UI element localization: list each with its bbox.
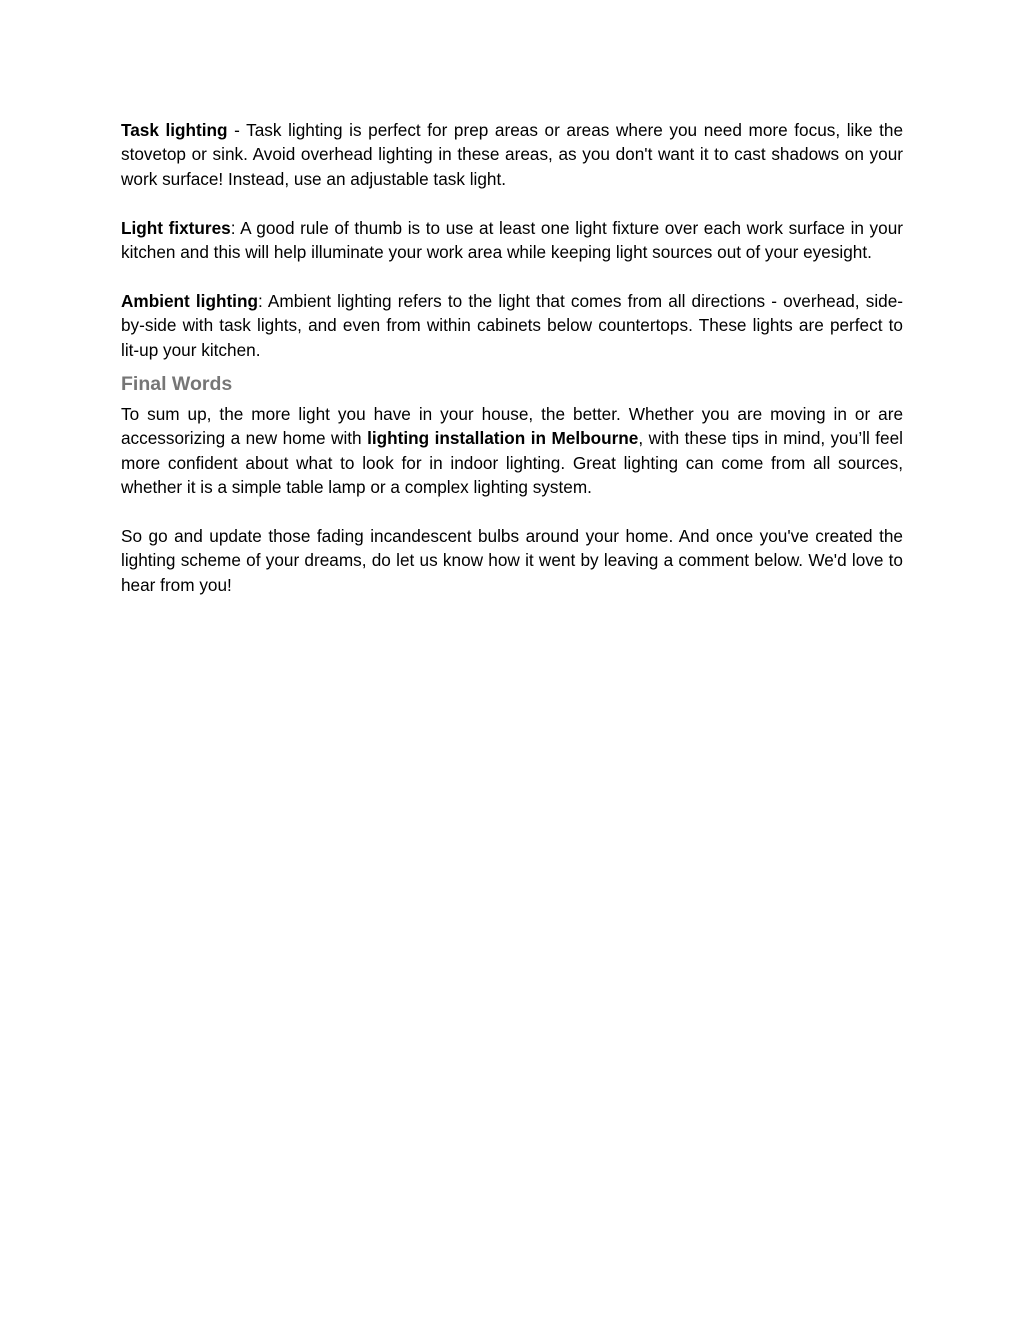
summary-text-end: , with these tips in mind, you’ll feel more confident about what to look for in indoor lighting. Great lighting can come from all sources, whether it is a simple table lamp or a complex lighting system. <box>121 428 903 498</box>
task-lighting-paragraph <box>121 118 903 191</box>
ambient-lighting-text: : Ambient lighting refers to the light that comes from all directions - overhead, side-by-side with task lights, and even from within cabinets below countertops. These lights are perfect to lit-up your kitchen. <box>121 290 903 360</box>
closing-paragraph: So go and update those fading incandescent bulbs around your home. And once you've created the lighting scheme of your dreams, do let us know how it went by leaving a comment below. We'd love to hear from you! <box>121 526 903 595</box>
final-words-heading: Final Words <box>121 373 233 396</box>
task-lighting-text: - Task lighting is perfect for prep areas or areas where you need more focus, like the stovetop or sink. Avoid overhead lighting in these areas, as you don't want it to cast shadows on your work surface! Instead, use an adjustable task light. <box>121 120 904 189</box>
ambient-lighting-paragraph <box>121 289 903 362</box>
task-lighting-term: Task lighting <box>121 120 228 140</box>
ambient-lighting-term: Ambient lighting <box>121 290 258 311</box>
paragraph-spacer <box>121 191 903 215</box>
document-page <box>121 118 903 597</box>
paragraph-spacer <box>121 500 903 524</box>
paragraph-spacer <box>121 264 903 288</box>
summary-bold-keyword: lighting installation in Melbourne <box>367 428 639 449</box>
summary-paragraph <box>121 402 903 500</box>
summary-text-start: To sum up, the more light you have in your house, the better. Whether you are moving in or are accessorizing a new home with <box>121 404 903 449</box>
light-fixtures-text: : A good rule of thumb is to use at least one light fixture over each work surface in your kitchen and this will help illuminate your work area while keeping light sources out of your eyesight. <box>121 217 903 263</box>
light-fixtures-term: Light fixtures <box>121 217 231 238</box>
light-fixtures-paragraph <box>121 216 903 265</box>
